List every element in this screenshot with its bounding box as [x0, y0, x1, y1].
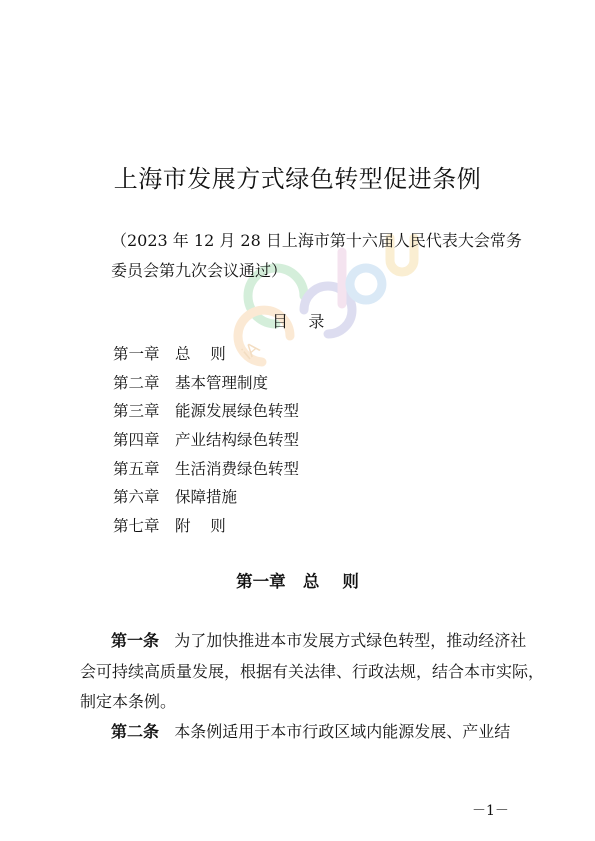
toc-chapter-number: 第三章	[113, 402, 160, 421]
article-text-line: 会可持续高质量发展，根据有关法律、行政法规，结合本市实际，	[80, 661, 545, 681]
page-number: －1－	[472, 803, 509, 819]
article-first-line	[80, 717, 520, 748]
subtitle-line: （2023 年 12 月 28 日上海市第十六届人民代表大会常务	[111, 231, 522, 250]
toc-item	[113, 512, 299, 541]
table-of-contents	[113, 337, 300, 541]
document-title: 上海市发展方式绿色转型促进条例	[113, 165, 482, 193]
toc-chapter-name: 基本管理制度	[175, 373, 269, 392]
article-first-line	[80, 626, 527, 657]
chapter-heading: 第一章 总 则	[236, 572, 359, 591]
toc-item	[113, 483, 299, 512]
toc-chapter-name: 产业结构绿色转型	[175, 431, 300, 450]
toc-chapter-number: 第四章	[113, 431, 160, 450]
article-text-line: 本条例适用于本市行政区域内能源发展、产业结	[174, 722, 511, 741]
toc-item	[113, 337, 299, 369]
article-paragraph	[80, 626, 545, 718]
toc-chapter-name: 总 则	[175, 345, 226, 363]
toc-chapter-number: 第一章	[113, 345, 160, 363]
toc-chapter-name: 能源发展绿色转型	[175, 402, 300, 421]
article-paragraph	[80, 717, 520, 748]
article-text-line: 为了加快推进本市发展方式绿色转型，推动经济社	[174, 631, 527, 650]
document-subtitle	[111, 226, 522, 286]
toc-chapter-number: 第六章	[113, 488, 160, 507]
toc-item	[113, 455, 299, 484]
toc-item	[113, 426, 299, 455]
watermark-ia-text: iA	[238, 337, 264, 364]
subtitle-line: 委员会第九次会议通过）	[111, 261, 288, 280]
toc-item	[113, 369, 299, 398]
toc-chapter-name: 附 则	[175, 517, 226, 536]
toc-chapter-name: 保障措施	[175, 488, 238, 507]
article-text-line: 制定本条例。	[80, 692, 177, 711]
toc-chapter-number: 第七章	[113, 517, 160, 536]
article-label: 第二条	[111, 722, 160, 741]
toc-chapter-number: 第五章	[113, 459, 160, 478]
toc-item	[113, 397, 299, 426]
article-label: 第一条	[111, 631, 160, 650]
toc-chapter-name: 生活消费绿色转型	[175, 459, 300, 478]
toc-chapter-number: 第二章	[113, 373, 160, 392]
toc-heading: 目 录	[272, 312, 325, 331]
